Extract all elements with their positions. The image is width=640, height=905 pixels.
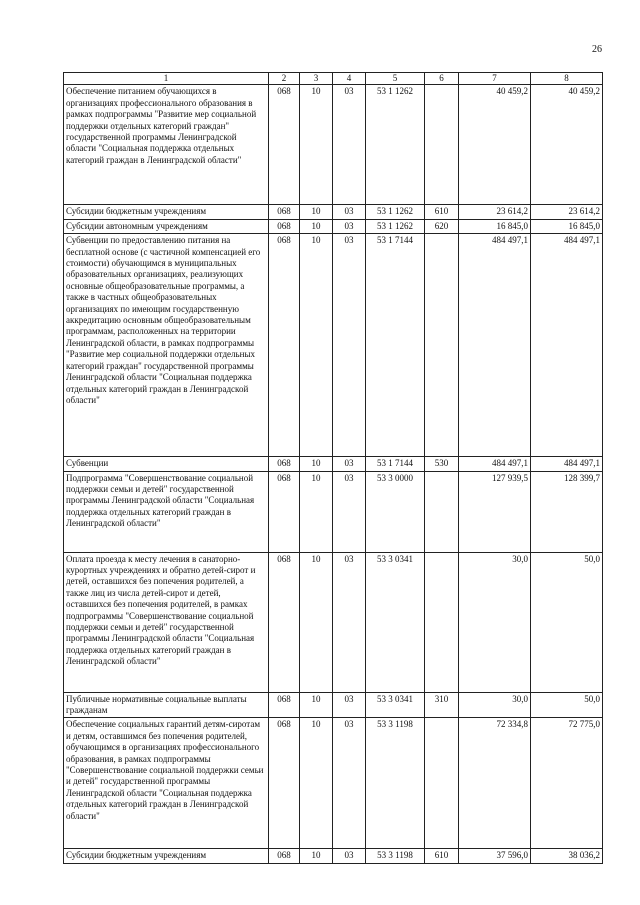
target-article-cell: 53 1 1262 xyxy=(366,85,425,205)
target-article-cell: 53 3 1198 xyxy=(366,718,425,849)
grbs-cell: 068 xyxy=(269,552,300,692)
amount-col7-cell: 72 334,8 xyxy=(459,718,531,849)
grbs-cell: 068 xyxy=(269,457,300,471)
row-name-cell: Обеспечение питанием обучающихся в организациях профессионального образования в рамках подпрограммы "Развитие мер социальной поддержки отдельных категорий граждан" государственной программы Ленинградской области "Социальная поддержка отдельных категорий граждан в Ленинградской области" xyxy=(64,85,269,205)
amount-col8-cell: 23 614,2 xyxy=(531,205,603,219)
expense-type-cell: 310 xyxy=(425,692,459,718)
target-article-cell: 53 1 7144 xyxy=(366,457,425,471)
amount-col7-cell: 484 497,1 xyxy=(459,457,531,471)
amount-col8-cell: 72 775,0 xyxy=(531,718,603,849)
subsection-cell: 03 xyxy=(333,219,366,233)
expense-type-cell: 620 xyxy=(425,219,459,233)
subsection-cell: 03 xyxy=(333,692,366,718)
amount-col8-cell: 50,0 xyxy=(531,552,603,692)
expense-type-cell xyxy=(425,471,459,552)
expense-type-cell xyxy=(425,552,459,692)
row-name-cell: Субсидии бюджетным учреждениям xyxy=(64,205,269,219)
subsection-cell: 03 xyxy=(333,205,366,219)
table-row xyxy=(64,552,603,692)
amount-col8-cell: 16 845,0 xyxy=(531,219,603,233)
target-article-cell: 53 3 1198 xyxy=(366,849,425,863)
row-name-cell: Подпрограмма "Совершенствование социальной поддержки семьи и детей" государственной программы Ленинградской области "Социальная поддержка отдельных категорий граждан в Ленинградской области" xyxy=(64,471,269,552)
grbs-cell: 068 xyxy=(269,718,300,849)
section-cell: 10 xyxy=(300,234,333,457)
table-row xyxy=(64,85,603,205)
target-article-cell: 53 1 7144 xyxy=(366,234,425,457)
column-header: 3 xyxy=(300,73,333,85)
table-header-row xyxy=(64,73,603,85)
expense-type-cell xyxy=(425,234,459,457)
column-header: 7 xyxy=(459,73,531,85)
amount-col8-cell: 50,0 xyxy=(531,692,603,718)
expense-type-cell xyxy=(425,85,459,205)
column-header: 2 xyxy=(269,73,300,85)
row-name-cell: Субсидии автономным учреждениям xyxy=(64,219,269,233)
amount-col7-cell: 30,0 xyxy=(459,552,531,692)
page-number: 26 xyxy=(592,44,602,55)
expense-type-cell xyxy=(425,718,459,849)
grbs-cell: 068 xyxy=(269,205,300,219)
amount-col7-cell: 127 939,5 xyxy=(459,471,531,552)
amount-col7-cell: 16 845,0 xyxy=(459,219,531,233)
grbs-cell: 068 xyxy=(269,234,300,457)
row-name-cell: Субсидии бюджетным учреждениям xyxy=(64,849,269,863)
table-row xyxy=(64,234,603,457)
expense-type-cell: 610 xyxy=(425,849,459,863)
amount-col8-cell: 38 036,2 xyxy=(531,849,603,863)
subsection-cell: 03 xyxy=(333,85,366,205)
section-cell: 10 xyxy=(300,692,333,718)
column-header: 5 xyxy=(366,73,425,85)
column-header: 4 xyxy=(333,73,366,85)
amount-col7-cell: 23 614,2 xyxy=(459,205,531,219)
budget-table xyxy=(63,72,603,864)
row-name-cell: Субвенции xyxy=(64,457,269,471)
amount-col7-cell: 37 596,0 xyxy=(459,849,531,863)
subsection-cell: 03 xyxy=(333,718,366,849)
section-cell: 10 xyxy=(300,471,333,552)
table-row xyxy=(64,219,603,233)
table-row xyxy=(64,718,603,849)
column-header: 1 xyxy=(64,73,269,85)
target-article-cell: 53 1 1262 xyxy=(366,205,425,219)
section-cell: 10 xyxy=(300,85,333,205)
table-row xyxy=(64,205,603,219)
target-article-cell: 53 3 0341 xyxy=(366,692,425,718)
section-cell: 10 xyxy=(300,219,333,233)
amount-col8-cell: 40 459,2 xyxy=(531,85,603,205)
section-cell: 10 xyxy=(300,849,333,863)
subsection-cell: 03 xyxy=(333,849,366,863)
amount-col8-cell: 484 497,1 xyxy=(531,457,603,471)
grbs-cell: 068 xyxy=(269,692,300,718)
section-cell: 10 xyxy=(300,457,333,471)
grbs-cell: 068 xyxy=(269,849,300,863)
table-row xyxy=(64,849,603,863)
table-row xyxy=(64,471,603,552)
row-name-cell: Публичные нормативные социальные выплаты гражданам xyxy=(64,692,269,718)
section-cell: 10 xyxy=(300,205,333,219)
subsection-cell: 03 xyxy=(333,234,366,457)
grbs-cell: 068 xyxy=(269,219,300,233)
target-article-cell: 53 1 1262 xyxy=(366,219,425,233)
subsection-cell: 03 xyxy=(333,552,366,692)
section-cell: 10 xyxy=(300,718,333,849)
amount-col7-cell: 40 459,2 xyxy=(459,85,531,205)
amount-col7-cell: 484 497,1 xyxy=(459,234,531,457)
subsection-cell: 03 xyxy=(333,471,366,552)
column-header: 6 xyxy=(425,73,459,85)
target-article-cell: 53 3 0000 xyxy=(366,471,425,552)
amount-col8-cell: 128 399,7 xyxy=(531,471,603,552)
target-article-cell: 53 3 0341 xyxy=(366,552,425,692)
table-row xyxy=(64,457,603,471)
expense-type-cell: 610 xyxy=(425,205,459,219)
column-header: 8 xyxy=(531,73,603,85)
amount-col7-cell: 30,0 xyxy=(459,692,531,718)
amount-col8-cell: 484 497,1 xyxy=(531,234,603,457)
table-row xyxy=(64,692,603,718)
row-name-cell: Обеспечение социальных гарантий детям-сиротам и детям, оставшимся без попечения родителей, обучающимся в организациях профессионального образования, в рамках подпрограммы "Совершенствование социальной поддержки семьи и детей" государственной программы Ленинградской области "Социальная поддержка отдельных категорий граждан в Ленинградской области" xyxy=(64,718,269,849)
grbs-cell: 068 xyxy=(269,471,300,552)
row-name-cell: Оплата проезда к месту лечения в санаторно-курортных учреждениях и обратно детей-сирот и детей, оставшихся без попечения родителей, а также лиц из числа детей-сирот и детей, оставшихся без попечения родителей, в рамках подпрограммы "Совершенствование социальной поддержки семьи и детей" государственной программы Ленинградской области "Социальная поддержка отдельных категорий граждан в Ленинградской области" xyxy=(64,552,269,692)
subsection-cell: 03 xyxy=(333,457,366,471)
grbs-cell: 068 xyxy=(269,85,300,205)
row-name-cell: Субвенции по предоставлению питания на бесплатной основе (с частичной компенсацией его стоимости) обучающимся в муниципальных образовательных организациях, реализующих основные общеобразовательные программы, а также в частных общеобразовательных организациях по имеющим государственную аккредитацию основным общеобразовательным программам, расположенных на территории Ленинградской области, в рамках подпрограммы "Развитие мер социальной поддержки отдельных категорий граждан" государственной программы Ленинградской области "Социальная поддержка отдельных категорий граждан в Ленинградской области" xyxy=(64,234,269,457)
expense-type-cell: 530 xyxy=(425,457,459,471)
section-cell: 10 xyxy=(300,552,333,692)
